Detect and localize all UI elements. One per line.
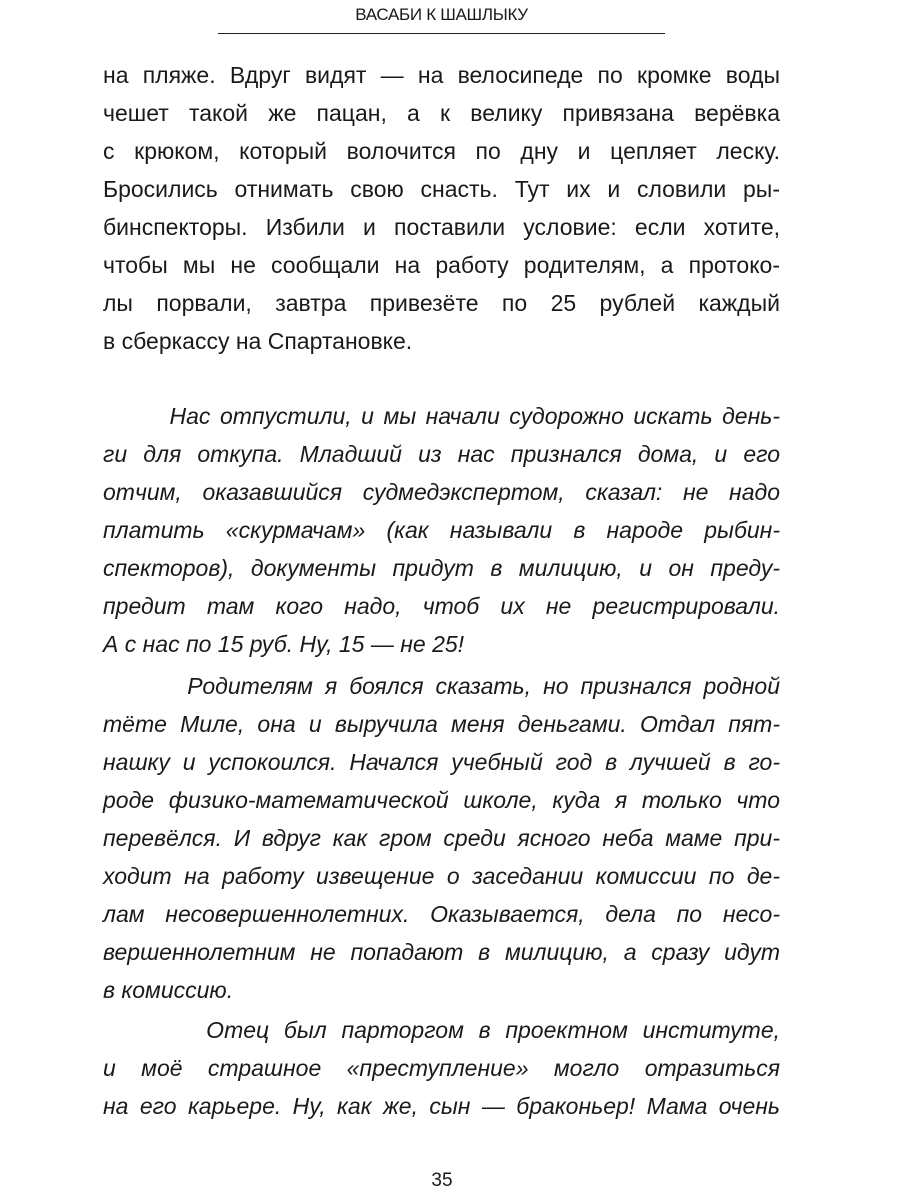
text-line: Нас отпустили, и мы начали судорожно искать день-: [103, 403, 780, 429]
text-line: платить «скурмачам» (как называли в народе рыбин-: [103, 517, 780, 543]
paragraph-4: [103, 1011, 780, 1125]
text-line: Бросились отнимать свою снасть. Тут их и словили ры-: [103, 176, 780, 202]
text-line: тёте Миле, она и выручила меня деньгами. Отдал пят-: [103, 711, 780, 737]
header-rule: [218, 33, 665, 34]
text-line: А с нас по 15 руб. Ну, 15 — не 25!: [103, 631, 465, 657]
page-number: 35: [431, 1170, 453, 1191]
text-line: лам несовершеннолетних. Оказывается, дела по несо-: [103, 901, 780, 927]
text-line: бинспекторы. Избили и поставили условие: если хотите,: [103, 214, 780, 240]
text-line: спекторов), документы придут в милицию, и он преду-: [103, 555, 780, 581]
text-line: отчим, оказавшийся судмедэкспертом, сказал: не надо: [103, 479, 780, 505]
paragraph-1: [103, 56, 780, 360]
text-line: предит там кого надо, чтоб их не регистрировали.: [103, 593, 780, 619]
text-line: Родителям я боялся сказать, но признался родной: [103, 673, 780, 699]
text-line: с крюком, который волочится по дну и цепляет леску.: [103, 138, 780, 164]
text-line: и моё страшное «преступление» могло отразиться: [103, 1055, 780, 1081]
text-line: на пляже. Вдруг видят — на велосипеде по кромке воды: [103, 62, 780, 88]
text-line: Отец был парторгом в проектном институте,: [103, 1017, 780, 1043]
text-line: вершеннолетним не попадают в милицию, а сразу идут: [103, 939, 780, 965]
running-header: ВАСАБИ К ШАШЛЫКУ: [355, 5, 528, 24]
text-line: в комиссию.: [103, 977, 234, 1003]
text-line: на его карьере. Ну, как же, сын — браконьер! Мама очень: [103, 1093, 780, 1119]
text-line: ги для откупа. Младший из нас признался дома, и его: [103, 441, 780, 467]
text-line: чешет такой же пацан, а к велику привязана верёвка: [103, 100, 780, 126]
text-line: чтобы мы не сообщали на работу родителям, а протоко-: [103, 252, 780, 278]
paragraph-2: [103, 397, 780, 663]
text-line: нашку и успокоился. Начался учебный год в лучшей в го-: [103, 749, 780, 775]
text-line: лы порвали, завтра привезёте по 25 рублей каждый: [103, 290, 780, 316]
text-line: роде физико-математической школе, куда я только что: [103, 787, 780, 813]
paragraph-3: [103, 667, 780, 1009]
text-line: в сберкассу на Спартановке.: [103, 328, 413, 354]
text-line: перевёлся. И вдруг как гром среди ясного неба маме при-: [103, 825, 780, 851]
text-line: ходит на работу извещение о заседании комиссии по де-: [103, 863, 780, 889]
